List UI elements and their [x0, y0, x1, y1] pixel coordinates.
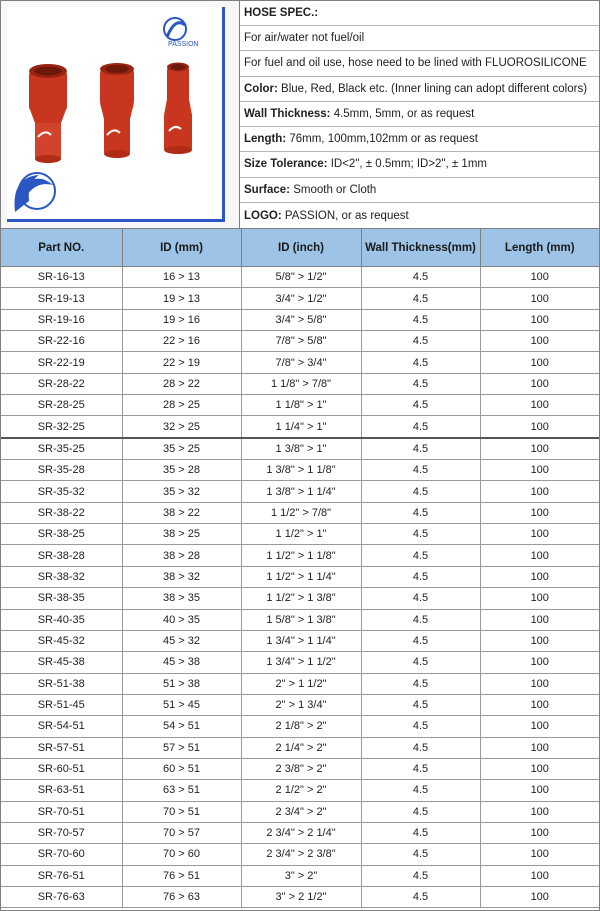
table-row [1, 460, 599, 481]
cell-id-mm: 76 > 51 [122, 865, 241, 886]
cell-id-inch: 2 3/8" > 2" [241, 758, 361, 779]
cell-id-inch: 2 3/4" > 2" [241, 801, 361, 822]
cell-wall-thickness: 4.5 [361, 460, 480, 481]
cell-id-inch: 1 1/4" > 1" [241, 416, 361, 438]
cell-part-no: SR-28-22 [1, 373, 122, 394]
cell-part-no: SR-16-13 [1, 267, 122, 288]
cell-length: 100 [480, 309, 599, 330]
cell-length: 100 [480, 801, 599, 822]
cell-id-inch: 3" > 2" [241, 865, 361, 886]
cell-length: 100 [480, 716, 599, 737]
cell-id-mm: 28 > 22 [122, 373, 241, 394]
col-id-inch: ID (inch) [241, 229, 361, 267]
cell-id-mm: 19 > 16 [122, 309, 241, 330]
cell-length: 100 [480, 844, 599, 865]
table-row [1, 588, 599, 609]
table-body [1, 267, 599, 908]
product-photo [1, 1, 240, 228]
cell-id-inch: 1 1/8" > 7/8" [241, 373, 361, 394]
table-row [1, 267, 599, 288]
cell-length: 100 [480, 438, 599, 460]
cell-length: 100 [480, 373, 599, 394]
cell-length: 100 [480, 886, 599, 907]
cell-length: 100 [480, 780, 599, 801]
cell-part-no: SR-32-25 [1, 416, 122, 438]
cell-wall-thickness: 4.5 [361, 545, 480, 566]
cell-id-mm: 51 > 38 [122, 673, 241, 694]
cell-part-no: SR-19-16 [1, 309, 122, 330]
cell-part-no: SR-45-32 [1, 630, 122, 651]
table-row [1, 566, 599, 587]
cell-wall-thickness: 4.5 [361, 865, 480, 886]
cell-length: 100 [480, 822, 599, 843]
cell-wall-thickness: 4.5 [361, 524, 480, 545]
spec-line-wall-thickness: Wall Thickness: 4.5mm, 5mm, or as request [240, 102, 599, 127]
cell-part-no: SR-35-25 [1, 438, 122, 460]
cell-part-no: SR-38-22 [1, 502, 122, 523]
cell-part-no: SR-22-16 [1, 331, 122, 352]
cell-part-no: SR-38-25 [1, 524, 122, 545]
cell-wall-thickness: 4.5 [361, 288, 480, 309]
product-photo-frame [7, 7, 225, 222]
cell-id-mm: 35 > 32 [122, 481, 241, 502]
spec-title: HOSE SPEC.: [240, 1, 599, 26]
cell-id-inch: 1 3/8" > 1" [241, 438, 361, 460]
cell-length: 100 [480, 502, 599, 523]
cell-id-mm: 35 > 25 [122, 438, 241, 460]
cell-part-no: SR-19-13 [1, 288, 122, 309]
cell-part-no: SR-40-35 [1, 609, 122, 630]
spec-line: For fuel and oil use, hose need to be lined with FLUOROSILICONE [240, 51, 599, 76]
cell-id-inch: 2 1/2" > 2" [241, 780, 361, 801]
cell-wall-thickness: 4.5 [361, 652, 480, 673]
cell-id-mm: 60 > 51 [122, 758, 241, 779]
cell-wall-thickness: 4.5 [361, 844, 480, 865]
spec-line-size-tolerance: Size Tolerance: ID<2", ± 0.5mm; ID>2", ± 1mm [240, 152, 599, 177]
table-row [1, 331, 599, 352]
table-row [1, 865, 599, 886]
passion-logo-top [164, 18, 199, 48]
cell-id-mm: 54 > 51 [122, 716, 241, 737]
table-row [1, 309, 599, 330]
cell-id-mm: 22 > 16 [122, 331, 241, 352]
cell-wall-thickness: 4.5 [361, 566, 480, 587]
cell-part-no: SR-70-60 [1, 844, 122, 865]
spec-line-surface: Surface: Smooth or Cloth [240, 178, 599, 203]
table-header-row [1, 229, 599, 267]
cell-part-no: SR-35-32 [1, 481, 122, 502]
cell-part-no: SR-28-25 [1, 395, 122, 416]
cell-part-no: SR-76-51 [1, 865, 122, 886]
cell-id-mm: 70 > 57 [122, 822, 241, 843]
cell-wall-thickness: 4.5 [361, 630, 480, 651]
cell-part-no: SR-38-32 [1, 566, 122, 587]
cell-part-no: SR-57-51 [1, 737, 122, 758]
cell-id-inch: 2 1/8" > 2" [241, 716, 361, 737]
cell-length: 100 [480, 545, 599, 566]
hose-large [29, 64, 67, 163]
cell-wall-thickness: 4.5 [361, 438, 480, 460]
table-row [1, 609, 599, 630]
cell-wall-thickness: 4.5 [361, 609, 480, 630]
table-row [1, 524, 599, 545]
cell-part-no: SR-45-38 [1, 652, 122, 673]
cell-length: 100 [480, 331, 599, 352]
cell-part-no: SR-63-51 [1, 780, 122, 801]
table-row [1, 395, 599, 416]
spec-line-logo: LOGO: PASSION, or as request [244, 209, 409, 222]
table-row [1, 502, 599, 523]
cell-length: 100 [480, 652, 599, 673]
col-wall-thickness: Wall Thickness(mm) [361, 229, 480, 267]
col-part-no: Part NO. [1, 229, 122, 267]
cell-id-mm: 38 > 25 [122, 524, 241, 545]
table-row [1, 481, 599, 502]
cell-wall-thickness: 4.5 [361, 716, 480, 737]
cell-id-inch: 2 3/4" > 2 3/8" [241, 844, 361, 865]
cell-length: 100 [480, 352, 599, 373]
cell-wall-thickness: 4.5 [361, 694, 480, 715]
cell-id-inch: 3" > 2 1/2" [241, 886, 361, 907]
cell-wall-thickness: 4.5 [361, 331, 480, 352]
table-row [1, 844, 599, 865]
cell-part-no: SR-70-57 [1, 822, 122, 843]
cell-length: 100 [480, 609, 599, 630]
cell-wall-thickness: 4.5 [361, 801, 480, 822]
cell-id-inch: 1 5/8" > 1 3/8" [241, 609, 361, 630]
cell-wall-thickness: 4.5 [361, 395, 480, 416]
cell-id-mm: 22 > 19 [122, 352, 241, 373]
cell-id-mm: 45 > 32 [122, 630, 241, 651]
spec-line-color: Color: Blue, Red, Black etc. (Inner lining can adopt different colors) [240, 77, 599, 102]
cell-wall-thickness: 4.5 [361, 502, 480, 523]
cell-id-mm: 38 > 22 [122, 502, 241, 523]
cell-wall-thickness: 4.5 [361, 309, 480, 330]
col-length: Length (mm) [480, 229, 599, 267]
cell-wall-thickness: 4.5 [361, 780, 480, 801]
col-id-mm: ID (mm) [122, 229, 241, 267]
cell-part-no: SR-38-28 [1, 545, 122, 566]
hose-small [164, 63, 192, 155]
cell-wall-thickness: 4.5 [361, 758, 480, 779]
spec-line-length: Length: 76mm, 100mm,102mm or as request [240, 127, 599, 152]
table-row [1, 780, 599, 801]
cell-id-inch: 1 3/8" > 1 1/4" [241, 481, 361, 502]
table-row [1, 545, 599, 566]
cell-id-inch: 7/8" > 5/8" [241, 331, 361, 352]
cell-id-mm: 16 > 13 [122, 267, 241, 288]
cell-part-no: SR-35-28 [1, 460, 122, 481]
cell-id-inch: 3/4" > 5/8" [241, 309, 361, 330]
cell-length: 100 [480, 758, 599, 779]
table-row [1, 801, 599, 822]
cell-part-no: SR-51-45 [1, 694, 122, 715]
table-row [1, 694, 599, 715]
cell-id-inch: 7/8" > 3/4" [241, 352, 361, 373]
cell-length: 100 [480, 288, 599, 309]
spec-line: For air/water not fuel/oil [240, 26, 599, 51]
cell-length: 100 [480, 481, 599, 502]
cell-wall-thickness: 4.5 [361, 267, 480, 288]
cell-id-mm: 28 > 25 [122, 395, 241, 416]
cell-id-inch: 1 3/4" > 1 1/2" [241, 652, 361, 673]
cell-id-inch: 1 1/8" > 1" [241, 395, 361, 416]
cell-id-mm: 63 > 51 [122, 780, 241, 801]
cell-part-no: SR-54-51 [1, 716, 122, 737]
table-row [1, 886, 599, 907]
spec-list [240, 1, 599, 228]
cell-part-no: SR-76-63 [1, 886, 122, 907]
table-row [1, 352, 599, 373]
cell-wall-thickness: 4.5 [361, 352, 480, 373]
cell-id-mm: 38 > 35 [122, 588, 241, 609]
table-row [1, 416, 599, 438]
table-row [1, 652, 599, 673]
table-row [1, 373, 599, 394]
cell-part-no: SR-38-35 [1, 588, 122, 609]
cell-id-mm: 38 > 32 [122, 566, 241, 587]
table-row [1, 288, 599, 309]
cell-id-inch: 2" > 1 1/2" [241, 673, 361, 694]
cell-part-no: SR-60-51 [1, 758, 122, 779]
svg-text:PASSION: PASSION [168, 41, 199, 48]
cell-wall-thickness: 4.5 [361, 481, 480, 502]
cell-length: 100 [480, 694, 599, 715]
cell-wall-thickness: 4.5 [361, 737, 480, 758]
cell-length: 100 [480, 865, 599, 886]
cell-id-inch: 1 3/8" > 1 1/8" [241, 460, 361, 481]
parts-table [1, 229, 599, 908]
cell-id-inch: 2 1/4" > 2" [241, 737, 361, 758]
table-row [1, 716, 599, 737]
cell-id-inch: 1 1/2" > 1 1/8" [241, 545, 361, 566]
cell-id-mm: 45 > 38 [122, 652, 241, 673]
cell-part-no: SR-22-19 [1, 352, 122, 373]
cell-length: 100 [480, 566, 599, 587]
cell-id-inch: 1 1/2" > 1 3/8" [241, 588, 361, 609]
cell-length: 100 [480, 673, 599, 694]
cell-id-mm: 35 > 28 [122, 460, 241, 481]
cell-id-mm: 19 > 13 [122, 288, 241, 309]
cell-wall-thickness: 4.5 [361, 588, 480, 609]
cell-wall-thickness: 4.5 [361, 673, 480, 694]
cell-id-inch: 2" > 1 3/4" [241, 694, 361, 715]
table-row [1, 630, 599, 651]
passion-logo-large [15, 173, 56, 212]
cell-id-inch: 1 1/2" > 1 1/4" [241, 566, 361, 587]
cell-id-inch: 1 3/4" > 1 1/4" [241, 630, 361, 651]
cell-length: 100 [480, 267, 599, 288]
table-row [1, 758, 599, 779]
cell-id-mm: 70 > 60 [122, 844, 241, 865]
cell-length: 100 [480, 395, 599, 416]
cell-wall-thickness: 4.5 [361, 822, 480, 843]
cell-length: 100 [480, 630, 599, 651]
cell-id-inch: 5/8" > 1/2" [241, 267, 361, 288]
hose-illustration [7, 7, 222, 219]
cell-id-mm: 76 > 63 [122, 886, 241, 907]
cell-id-mm: 32 > 25 [122, 416, 241, 438]
cell-length: 100 [480, 460, 599, 481]
cell-wall-thickness: 4.5 [361, 373, 480, 394]
cell-length: 100 [480, 416, 599, 438]
cell-id-inch: 3/4" > 1/2" [241, 288, 361, 309]
cell-id-mm: 38 > 28 [122, 545, 241, 566]
cell-id-mm: 57 > 51 [122, 737, 241, 758]
cell-part-no: SR-51-38 [1, 673, 122, 694]
hose-medium [100, 63, 134, 158]
spec-header [1, 1, 599, 229]
table-row [1, 673, 599, 694]
table-row [1, 737, 599, 758]
cell-id-mm: 40 > 35 [122, 609, 241, 630]
cell-wall-thickness: 4.5 [361, 886, 480, 907]
cell-id-inch: 2 3/4" > 2 1/4" [241, 822, 361, 843]
cell-length: 100 [480, 588, 599, 609]
cell-wall-thickness: 4.5 [361, 416, 480, 438]
table-row [1, 438, 599, 460]
cell-id-mm: 51 > 45 [122, 694, 241, 715]
cell-id-mm: 70 > 51 [122, 801, 241, 822]
cell-id-inch: 1 1/2" > 7/8" [241, 502, 361, 523]
table-row [1, 822, 599, 843]
cell-length: 100 [480, 737, 599, 758]
cell-part-no: SR-70-51 [1, 801, 122, 822]
cell-id-inch: 1 1/2" > 1" [241, 524, 361, 545]
cell-length: 100 [480, 524, 599, 545]
